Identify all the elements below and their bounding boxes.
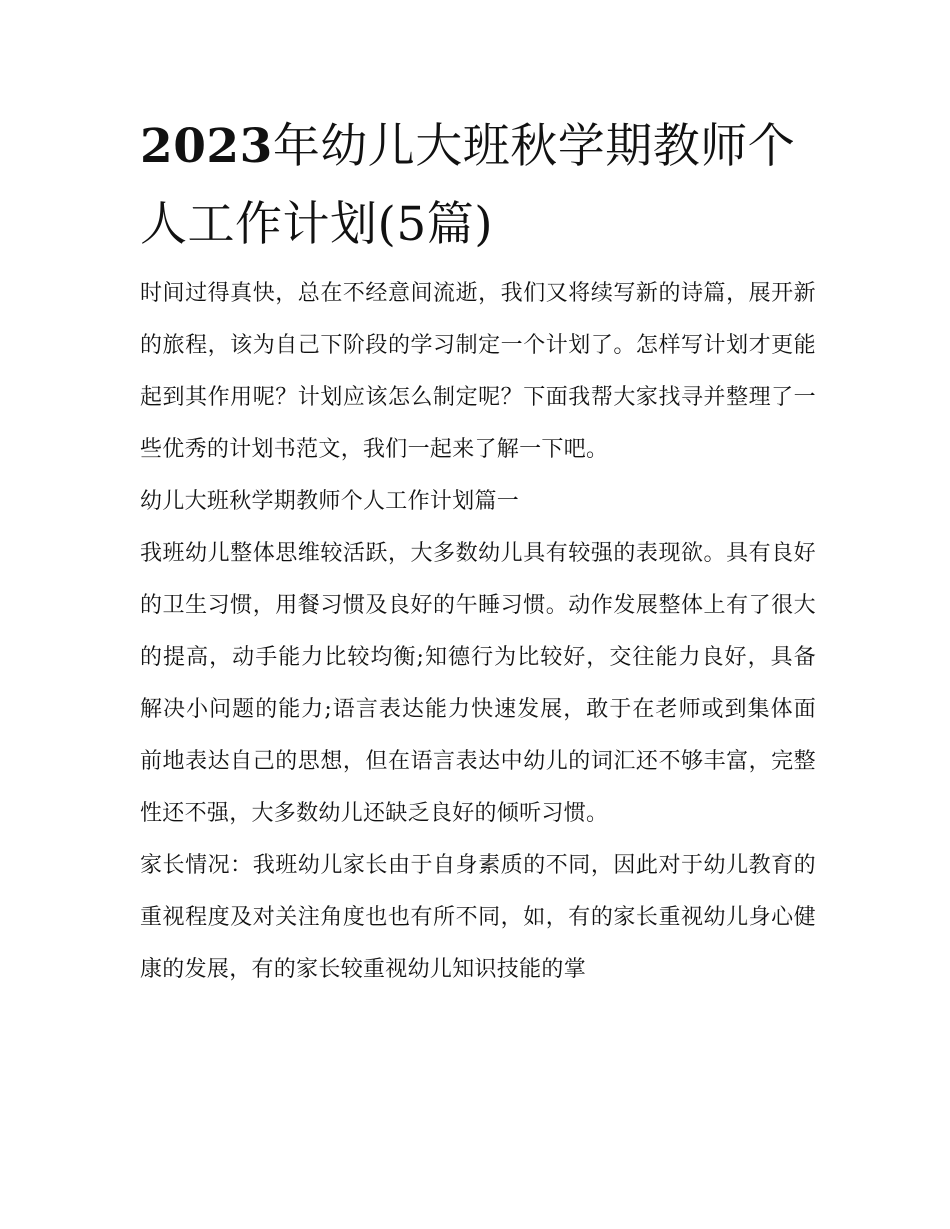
parents-situation-paragraph: 家长情况：我班幼儿家长由于自身素质的不同，因此对于幼儿教育的重视程度及对关注角度也也有所不同，如，有的家长重视幼儿身心健康的发展，有的家长较重视幼儿知识技能的掌 [140, 853, 816, 982]
class-situation-paragraph: 我班幼儿整体思维较活跃，大多数幼儿具有较强的表现欲。具有良好的卫生习惯，用餐习惯及良好的午睡习惯。动作发展整体上有了很大的提高，动手能力比较均衡;知德行为比较好，交往能力良好，具备解决小问题的能力;语言表达能力快速发展，敢于在老师或到集体面前地表达自己的思想，但在语言表达中幼儿的词汇还不够丰富，完整性还不强，大多数幼儿还缺乏良好的倾听习惯。 [140, 541, 816, 826]
document-page [140, 108, 816, 996]
title-year: 2023 [140, 119, 273, 174]
intro-paragraph: 时间过得真快，总在不经意间流逝，我们又将续写新的诗篇，展开新的旅程，该为自己下阶段的学习制定一个计划了。怎样写计划才更能起到其作用呢？计划应该怎么制定呢？下面我帮大家找寻并整理了一些优秀的计划书范文，我们一起来了解一下吧。 [140, 281, 816, 462]
document-title: 2023年幼儿大班秋学期教师个人工作计划(5篇) [140, 119, 796, 252]
document-body [140, 268, 816, 996]
section-heading: 幼儿大班秋学期教师个人工作计划篇一 [140, 489, 520, 514]
